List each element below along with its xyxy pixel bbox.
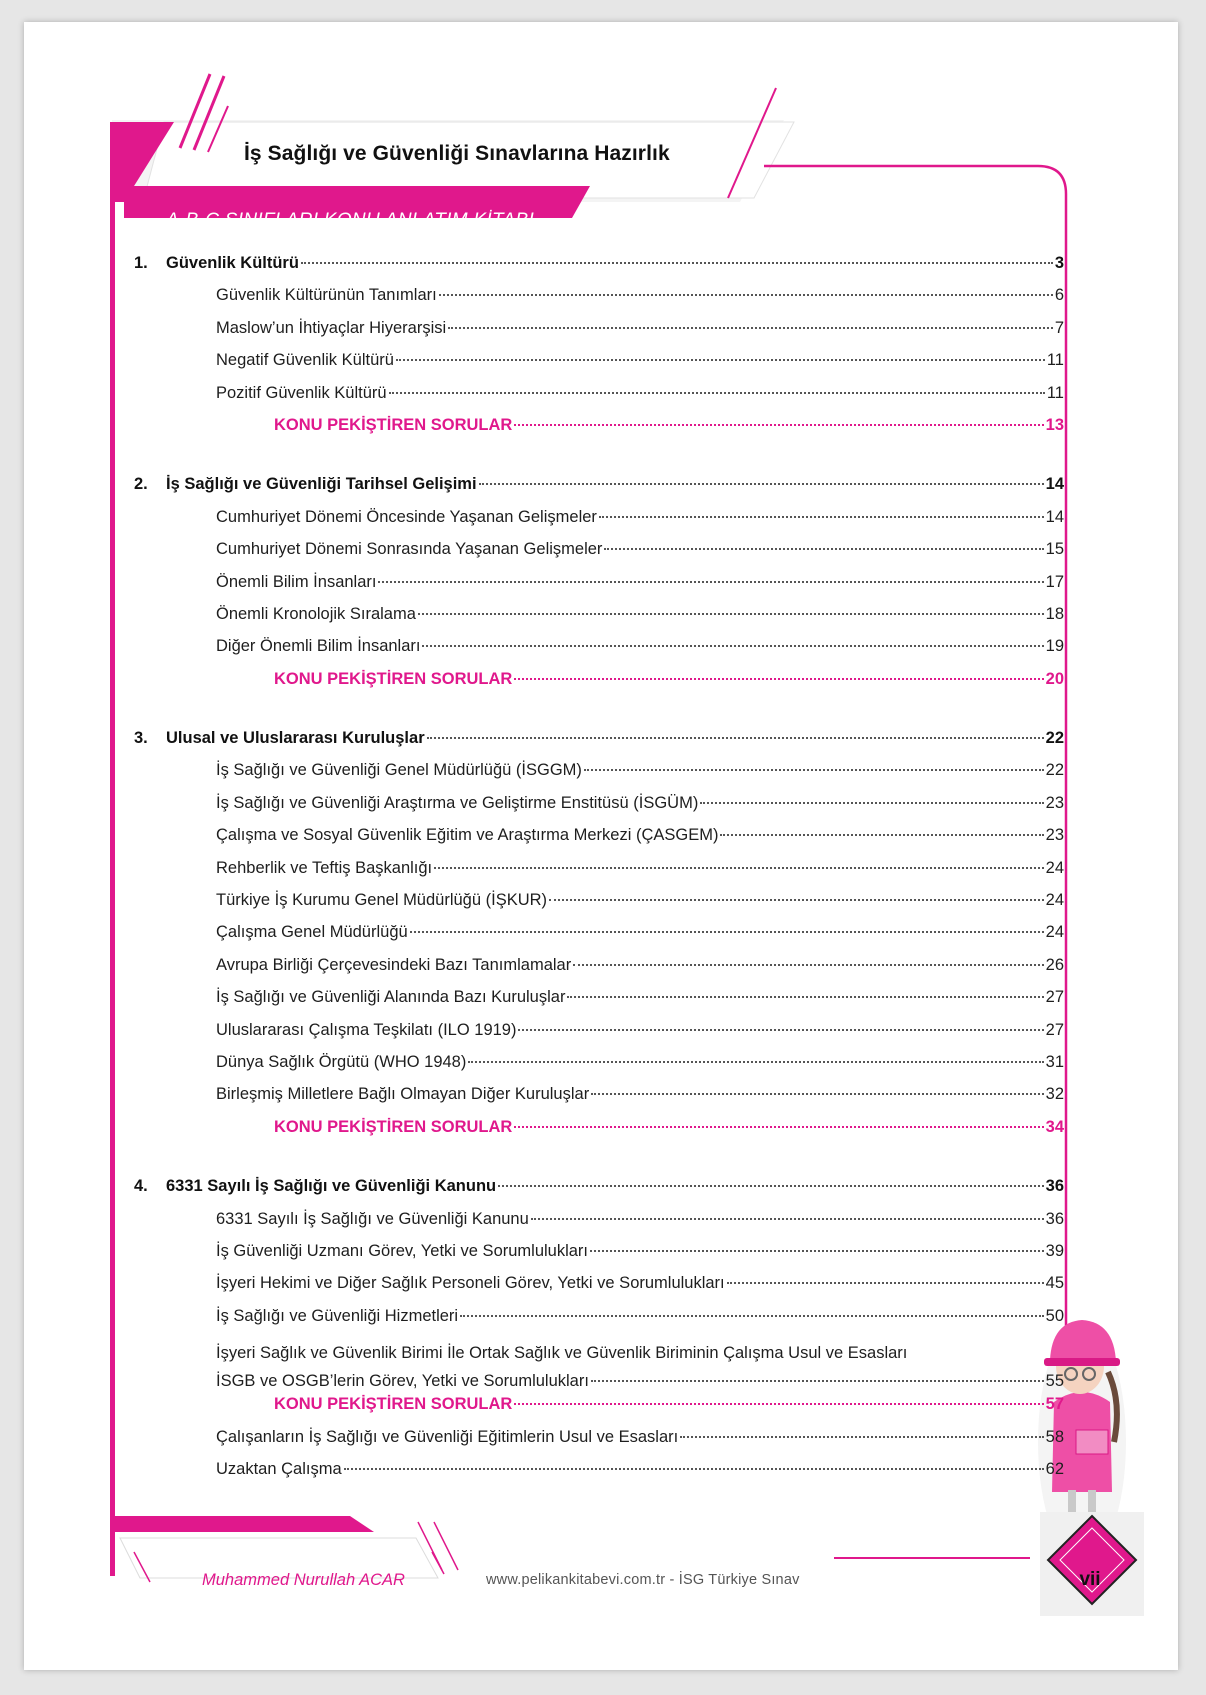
toc-chapter-1 bbox=[134, 254, 1064, 286]
toc-review-questions: KONU PEKİŞTİREN SORULAR 20 bbox=[274, 669, 1064, 688]
toc-item: Önemli Bilim İnsanları 17 bbox=[216, 572, 1064, 591]
toc-item: İş Sağlığı ve Güvenliği Alanında Bazı Kuruluşlar 27 bbox=[216, 988, 1064, 1007]
toc-chapter-2 bbox=[134, 475, 1064, 507]
book-page bbox=[24, 22, 1178, 1670]
toc-item: Çalışanların İş Sağlığı ve Güvenliği Eğitimlerin Usul ve Esasları 58 bbox=[216, 1427, 1064, 1446]
page-number: 3 bbox=[1054, 254, 1064, 272]
toc-item: Cumhuriyet Dönemi Öncesinde Yaşanan Gelişmeler 14 bbox=[216, 507, 1064, 526]
table-of-contents bbox=[134, 254, 1064, 1492]
toc-item: Önemli Kronolojik Sıralama 18 bbox=[216, 604, 1064, 623]
toc-item: İşyeri Hekimi ve Diğer Sağlık Personeli Görev, Yetki ve Sorumlulukları 45 bbox=[216, 1274, 1064, 1293]
toc-review-questions: KONU PEKİŞTİREN SORULAR 34 bbox=[274, 1117, 1064, 1136]
toc-item: Rehberlik ve Teftiş Başkanlığı 24 bbox=[216, 858, 1064, 877]
chapter-number: 2. bbox=[134, 475, 148, 494]
toc-item: İş Sağlığı ve Güvenliği Hizmetleri 50 bbox=[216, 1306, 1064, 1325]
page-number: 22 bbox=[1045, 729, 1064, 748]
toc-item: Negatif Güvenlik Kültürü 11 bbox=[216, 351, 1064, 370]
toc-item: Cumhuriyet Dönemi Sonrasında Yaşanan Gelişmeler 15 bbox=[216, 540, 1064, 559]
toc-item-line2: İSGB ve OSGB’lerin Görev, Yetki ve Sorumlulukları bbox=[216, 1372, 589, 1391]
page-number: 36 bbox=[1045, 1177, 1064, 1196]
website-footer: www.pelikankitabevi.com.tr - İSG Türkiye Sınav bbox=[486, 1572, 800, 1588]
page-number: 14 bbox=[1045, 475, 1064, 494]
toc-item: İş Sağlığı ve Güvenliği Araştırma ve Geliştirme Enstitüsü (İSGÜM) 23 bbox=[216, 793, 1064, 812]
toc-item: Güvenlik Kültürünün Tanımları 6 bbox=[216, 286, 1064, 305]
toc-item: İş Sağlığı ve Güvenliği Genel Müdürlüğü (İSGGM) 22 bbox=[216, 761, 1064, 780]
chapter-number: 3. bbox=[134, 729, 148, 748]
toc-item: Uzaktan Çalışma 62 bbox=[216, 1459, 1064, 1478]
page-title: İş Sağlığı ve Güvenliği Sınavlarına Hazırlık bbox=[244, 142, 670, 165]
toc-item-line1: İşyeri Sağlık ve Güvenlik Birimi İle Ortak Sağlık ve Güvenlik Biriminin Çalışma Usul ve Esasları bbox=[216, 1344, 908, 1363]
toc-item: Pozitif Güvenlik Kültürü 11 bbox=[216, 383, 1064, 402]
toc-item: Birleşmiş Milletlere Bağlı Olmayan Diğer Kuruluşlar 32 bbox=[216, 1085, 1064, 1104]
toc-review-questions: KONU PEKİŞTİREN SORULAR 57 bbox=[274, 1395, 1064, 1414]
toc-item: İş Güvenliği Uzmanı Görev, Yetki ve Sorumlulukları 39 bbox=[216, 1241, 1064, 1260]
chapter-number: 4. bbox=[134, 1177, 148, 1196]
book-subtitle: A-B-C SINIFLARI KONU ANLATIM KİTABI bbox=[166, 210, 535, 231]
toc-item: 6331 Sayılı İş Sağlığı ve Güvenliği Kanunu 36 bbox=[216, 1209, 1064, 1228]
toc-review-questions: KONU PEKİŞTİREN SORULAR 13 bbox=[274, 415, 1064, 434]
toc-item: Çalışma ve Sosyal Güvenlik Eğitim ve Araştırma Merkezi (ÇASGEM) 23 bbox=[216, 826, 1064, 845]
chapter-title: İş Sağlığı ve Güvenliği Tarihsel Gelişimi bbox=[166, 475, 477, 494]
toc-chapter-4 bbox=[134, 1177, 1064, 1209]
toc-item: Diğer Önemli Bilim İnsanları 19 bbox=[216, 637, 1064, 656]
page-number-diamond bbox=[1040, 1512, 1144, 1616]
chapter-number: 1. bbox=[134, 254, 148, 272]
chapter-title: Ulusal ve Uluslararası Kuruluşlar bbox=[166, 729, 425, 748]
toc-item-multiline: İşyeri Sağlık ve Güvenlik Birimi İle Ortak Sağlık ve Güvenlik Biriminin Çalışma Usul ve Esasları İSGB ve OSGB’lerin Görev, Yetki ve Sorumlulukları 55 bbox=[134, 1339, 1064, 1395]
toc-item: Dünya Sağlık Örgütü (WHO 1948) 31 bbox=[216, 1052, 1064, 1071]
toc-item: Avrupa Birliği Çerçevesindeki Bazı Tanımlamalar 26 bbox=[216, 955, 1064, 974]
toc-item: Türkiye İş Kurumu Genel Müdürlüğü (İŞKUR) 24 bbox=[216, 891, 1064, 910]
chapter-title: Güvenlik Kültürü bbox=[166, 254, 299, 272]
author-name: Muhammed Nurullah ACAR bbox=[202, 1571, 405, 1589]
toc-item: Uluslararası Çalışma Teşkilatı (ILO 1919) 27 bbox=[216, 1020, 1064, 1039]
toc-chapter-3 bbox=[134, 729, 1064, 761]
chapter-title: 6331 Sayılı İş Sağlığı ve Güvenliği Kanunu bbox=[166, 1177, 497, 1196]
page-number-label: vii bbox=[1079, 1569, 1101, 1590]
toc-item: Çalışma Genel Müdürlüğü 24 bbox=[216, 923, 1064, 942]
toc-item: Maslow’un İhtiyaçlar Hiyerarşisi 7 bbox=[216, 318, 1064, 337]
